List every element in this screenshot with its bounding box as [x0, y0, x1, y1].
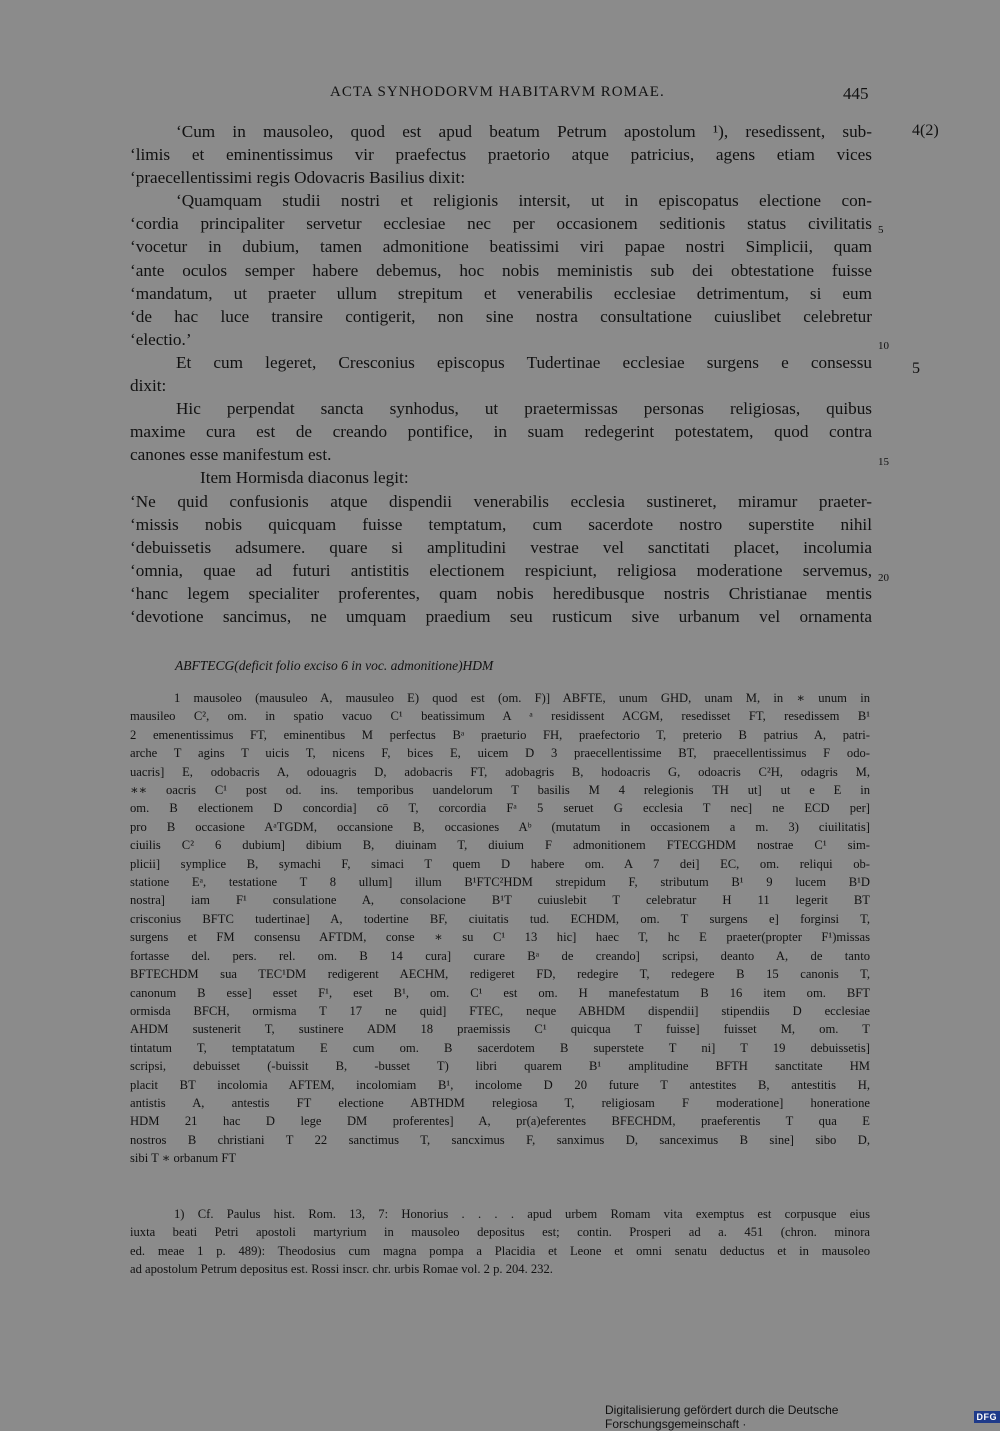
text-line: Et cum legeret, Cresconius episcopus Tudertinae ecclesiae surgens e consessu	[130, 351, 872, 374]
text-line: ‘praecellentissimi regis Odovacris Basilius dixit:	[130, 166, 872, 189]
text-line: ‘cordia principaliter servetur ecclesiae nec per occasionem seditionis status civilitatis	[130, 212, 872, 235]
apparatus-line: 1 mausoleo (mausuleo A, mausuleo E) quod est (om. F)] ABFTE, unum GHD, unam M, in ∗ unum in	[130, 689, 870, 707]
manuscript-sigla: ABFTECG(deficit folio exciso 6 in voc. admonitione)HDM	[175, 658, 493, 674]
main-text	[130, 120, 872, 628]
margin-line-number: 10	[878, 340, 889, 352]
apparatus-line: scripsi, debuisset (-buissit B, -busset T) libri quarem B¹ amplitudine BFTH sanctitate HM	[130, 1057, 870, 1075]
page-number: 445	[843, 84, 869, 104]
apparatus-line: crisconius BFTC tudertinae] A, todertine BF, ciuitatis tud. ECHDM, om. T surgens e] forginsi T,	[130, 910, 870, 928]
apparatus-line: BFTECHDM sua TEC¹DM redigerent AECHM, redigeret FD, redegire T, redegere B 15 canonis T,	[130, 965, 870, 983]
footnote-line: ad apostolum Petrum depositus est. Rossi inscr. chr. urbis Romae vol. 2 p. 204. 232.	[130, 1260, 870, 1278]
apparatus-line: pro B occasione AᵃTGDM, occansione B, occasiones Aᵇ (mutatum in occasionem a m. 3) ciuilitatis]	[130, 818, 870, 836]
apparatus-line: nostros B christiani T 22 sanctimus T, sancximus F, sanximus D, sanceximus B sine] sibo D,	[130, 1131, 870, 1149]
text-line: dixit:	[130, 374, 872, 397]
apparatus-line: HDM 21 hac D lege DM proferentes] A, pr(a)eferentes BFECHDM, praeferentis T qua E	[130, 1112, 870, 1130]
text-line: ‘missis nobis quicquam fuisse temptatum, cum sacerdote nostro superstite nihil	[130, 513, 872, 536]
text-line: ‘Cum in mausoleo, quod est apud beatum Petrum apostolum ¹), resedissent, sub-	[130, 120, 872, 143]
apparatus-line: arche T agins T uicis T, nicens F, bices E, uicem D 3 praecellentissime BT, praecellentissimus F odo-	[130, 744, 870, 762]
apparatus-line: sibi T ∗ orbanum FT	[130, 1149, 870, 1167]
text-line: ‘electio.’	[130, 328, 872, 351]
dfg-logo-icon: DFG	[974, 1411, 1000, 1423]
text-line: ‘Quamquam studii nostri et religionis intersit, ut in episcopatus electione con-	[130, 189, 872, 212]
text-line: ‘hanc legem specialiter proferentes, quam nobis heredibusque nostris Christianae mentis	[130, 582, 872, 605]
margin-line-number: 5	[878, 224, 884, 236]
apparatus-line: antistis A, antestis FT electione ABTHDM relegiosa T, religiosam F moderatione] honeratione	[130, 1094, 870, 1112]
critical-apparatus	[130, 689, 870, 1168]
apparatus-line: mausileo C², om. in spatio vacuo C¹ beatissimum A ᵃ residissent ACGM, resedisset FT, resedissem B¹	[130, 707, 870, 725]
apparatus-line: statione Eᵃ, testatione T 8 ullum] illum B¹FTC²HDM strepidum F, stributum B¹ 9 lucem B¹D	[130, 873, 870, 891]
text-line: canones esse manifestum est.	[130, 443, 872, 466]
text-line: ‘limis et eminentissimus vir praefectus praetorio atque patricius, agens etiam vices	[130, 143, 872, 166]
apparatus-line: tintatum T, temptatatum E cum om. B sacerdotem B superstete T ni] T 19 debuissetis]	[130, 1039, 870, 1057]
apparatus-line: nostra] iam F¹ consulatione A, consolacione B¹T cuiuslebit T celebratur H 11 legerit BT	[130, 891, 870, 909]
text-line: ‘omnia, quae ad futuri antistitis electionem respiciunt, religiosa moderatione servemus,	[130, 559, 872, 582]
apparatus-line: uacris] E, odobacris A, odouagris D, adobacris FT, adobagris B, hodoacris G, odoacris C²H, odagris M,	[130, 763, 870, 781]
text-line: ‘ante oculos semper habere debemus, hoc nobis meministis sub dei obtestatione fuisse	[130, 259, 872, 282]
text-line: ‘de hac luce transire contigerit, non sine nostra consultatione cuiuslibet celebretur	[130, 305, 872, 328]
text-line: Item Hormisda diaconus legit:	[130, 466, 872, 489]
text-line: maxime cura est de creando pontifice, in suam redegerint potestatem, quod contra	[130, 420, 872, 443]
apparatus-line: fortasse del. pers. rel. om. B 14 cura] curare Bᵃ de creando] scripsi, deanto A, de tanto	[130, 947, 870, 965]
footnote-line: iuxta beati Petri apostoli martyrium in mausoleo depositus est; contin. Prosperi ad a. 451 (chron. minora	[130, 1223, 870, 1241]
apparatus-line: ∗∗ oacris C¹ post od. ins. temporibus uandelorum T basilis M 4 relegionis TH ut] ut e E in	[130, 781, 870, 799]
margin-section-number: 4(2)	[912, 122, 939, 140]
footnote	[130, 1205, 870, 1279]
funding-text: Digitalisierung gefördert durch die Deutsche Forschungsgemeinschaft ·	[605, 1403, 970, 1431]
apparatus-line: plicii] symplice B, symachi F, simaci T quem D habere om. A 7 dei] EC, om. reliqui ob-	[130, 855, 870, 873]
footnote-line: 1) Cf. Paulus hist. Rom. 13, 7: Honorius . . . . apud urbem Romam vita exemptus est corpusque eius	[130, 1205, 870, 1223]
running-title: ACTA SYNHODORVM HABITARVM ROMAE.	[330, 84, 665, 101]
apparatus-line: AHDM sustenerit T, sustinere ADM 18 praemissis C¹ quicqua T fuisse] fuisset M, om. T	[130, 1020, 870, 1038]
apparatus-line: om. B electionem D concordia] cō T, corcordia Fᵃ 5 seruet G ecclesia T nec] ne ECD per]	[130, 799, 870, 817]
margin-line-number: 5	[912, 360, 920, 378]
apparatus-line: placit BT incolomia AFTEM, incolomiam B¹, incolome D 20 future T antestites B, antestitis H,	[130, 1076, 870, 1094]
margin-line-number: 15	[878, 456, 889, 468]
text-line: ‘mandatum, ut praeter ullum strepitum et venerabilis ecclesiae detrimentum, si eum	[130, 282, 872, 305]
footnote-line: ed. meae 1 p. 489): Theodosius cum magna pompa a Placidia et Leone et omni senatu deductus et in mausoleo	[130, 1242, 870, 1260]
apparatus-line: 2 emenentissimus FT, eminentibus M perfectus Bᵃ praeturio FH, praefectorio T, preterio B patrius A, patri-	[130, 726, 870, 744]
apparatus-line: canonum B esse] esset F¹, eset B¹, om. C¹ est om. H manefestatum B 16 item om. BFT	[130, 984, 870, 1002]
apparatus-line: surgens et FM consensu AFTDM, conse ∗ su C¹ 13 hic] haec T, hc E praeter(propter F¹)missas	[130, 928, 870, 946]
margin-line-number: 20	[878, 572, 889, 584]
text-line: ‘debuissetis adsumere. quare si amplitudini vestrae vel sanctitati placet, incolumia	[130, 536, 872, 559]
text-line: ‘Ne quid confusionis atque dispendii venerabilis ecclesia sustineret, miramur praeter-	[130, 490, 872, 513]
text-line: ‘vocetur in dubium, tamen admonitione beatissimi viri papae nostri Simplicii, quam	[130, 235, 872, 258]
text-line: ‘devotione sancimus, ne umquam praedium seu rusticum sive urbanum vel ornamenta	[130, 605, 872, 628]
apparatus-line: ciuilis C² 6 dubium] dibium B, diuinam T, diuium F admonitionem FTECGHDM nostrae C¹ sim-	[130, 836, 870, 854]
apparatus-line: ormisda BFCH, ormisma T 17 ne quid] FTEC, neque ABHDM dispendii] stipendiis D ecclesiae	[130, 1002, 870, 1020]
funding-credit[interactable]	[605, 1403, 1000, 1431]
text-line: Hic perpendat sancta synhodus, ut praetermissas personas religiosas, quibus	[130, 397, 872, 420]
